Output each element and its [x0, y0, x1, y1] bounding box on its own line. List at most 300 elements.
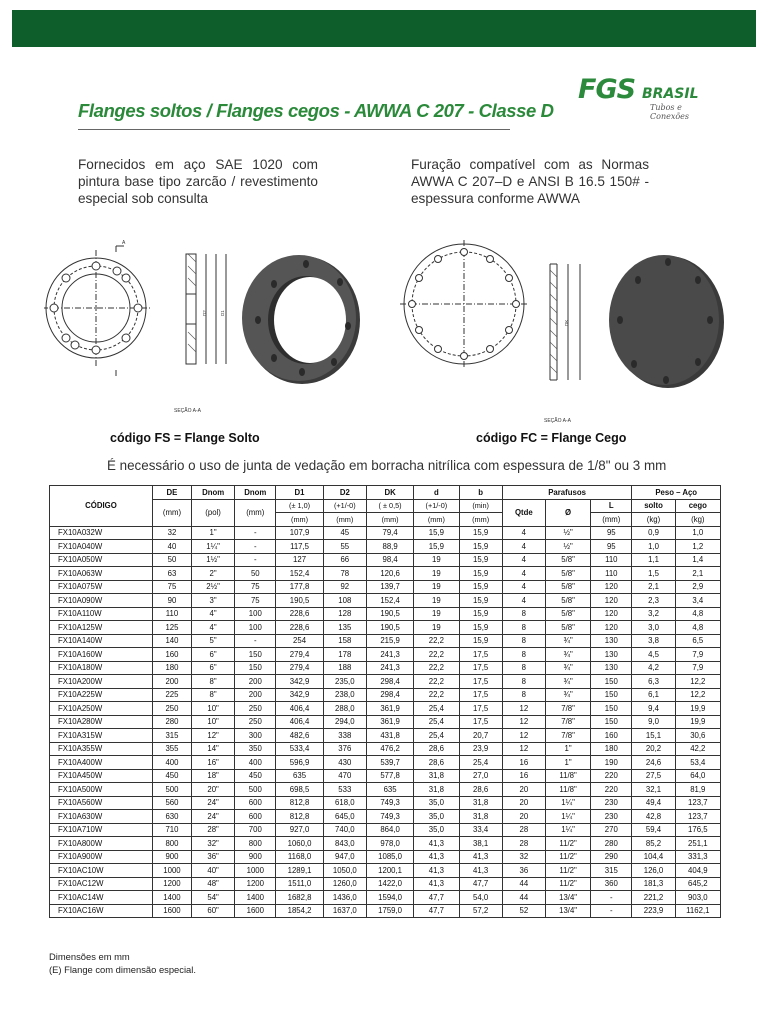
- table-cell: 44: [502, 891, 545, 905]
- table-cell: 10": [192, 715, 235, 729]
- table-cell: 1": [545, 742, 590, 756]
- table-cell: 298,4: [366, 688, 413, 702]
- cell-codigo: FX10A063W: [50, 567, 153, 581]
- table-cell: 740,0: [323, 823, 366, 837]
- table-cell: 60": [192, 904, 235, 918]
- table-cell: 645,2: [675, 877, 720, 891]
- table-cell: 927,0: [276, 823, 323, 837]
- table-cell: 190: [591, 756, 632, 770]
- table-cell: 66: [323, 553, 366, 567]
- table-cell: 8: [502, 607, 545, 621]
- title-divider: [78, 129, 510, 130]
- table-cell: 75: [235, 580, 276, 594]
- table-cell: 22,2: [414, 675, 459, 689]
- table-cell: 220: [591, 783, 632, 797]
- table-cell: 31,8: [414, 769, 459, 783]
- table-cell: 749,3: [366, 810, 413, 824]
- table-cell: 5/8": [545, 580, 590, 594]
- unit-dnom-mm: (mm): [235, 499, 276, 526]
- table-cell: 843,0: [323, 837, 366, 851]
- material-description: Fornecidos em aço SAE 1020 com pintura base tipo zarcão / revestimento especial sob consulta: [78, 157, 318, 206]
- table-cell: 6,1: [632, 688, 675, 702]
- table-cell: 160: [152, 648, 191, 662]
- table-cell: 75: [152, 580, 191, 594]
- header-band: [12, 10, 756, 47]
- table-cell: 560: [152, 796, 191, 810]
- table-cell: 812,8: [276, 796, 323, 810]
- table-cell: 635: [276, 769, 323, 783]
- table-cell: 15,9: [459, 580, 502, 594]
- table-cell: 400: [152, 756, 191, 770]
- table-cell: 42,8: [632, 810, 675, 824]
- table-cell: 280: [152, 715, 191, 729]
- table-cell: 698,5: [276, 783, 323, 797]
- table-cell: 8: [502, 688, 545, 702]
- table-cell: 3,0: [632, 621, 675, 635]
- table-cell: 1594,0: [366, 891, 413, 905]
- table-cell: 45: [323, 526, 366, 540]
- cell-codigo: FX10A180W: [50, 661, 153, 675]
- table-cell: 315: [152, 729, 191, 743]
- table-cell: 1637,0: [323, 904, 366, 918]
- table-cell: 1¼": [545, 796, 590, 810]
- col-solto: solto: [632, 499, 675, 513]
- table-cell: 104,4: [632, 850, 675, 864]
- cell-codigo: FX10A710W: [50, 823, 153, 837]
- table-cell: 25,4: [414, 702, 459, 716]
- table-cell: 32: [152, 526, 191, 540]
- table-cell: 180: [591, 742, 632, 756]
- table-cell: 40": [192, 864, 235, 878]
- table-cell: 128: [323, 607, 366, 621]
- table-cell: 15,1: [632, 729, 675, 743]
- flange-cego-render: [609, 255, 724, 388]
- col-d1: D1: [276, 486, 323, 500]
- table-cell: 150: [235, 648, 276, 662]
- table-cell: 10": [192, 702, 235, 716]
- table-cell: 376: [323, 742, 366, 756]
- table-cell: 22,2: [414, 661, 459, 675]
- table-cell: 270: [591, 823, 632, 837]
- cell-codigo: FX10A560W: [50, 796, 153, 810]
- table-cell: 978,0: [366, 837, 413, 851]
- table-cell: 6": [192, 648, 235, 662]
- table-cell: 5/8": [545, 621, 590, 635]
- table-cell: 150: [591, 675, 632, 689]
- dim-d1-label: D1: [220, 310, 225, 316]
- table-cell: 361,9: [366, 702, 413, 716]
- table-cell: 188: [323, 661, 366, 675]
- unit-d1: (mm): [276, 513, 323, 527]
- col-codigo: CÓDIGO: [50, 486, 153, 527]
- table-cell: 355: [152, 742, 191, 756]
- table-cell: 235,0: [323, 675, 366, 689]
- table-cell: 221,2: [632, 891, 675, 905]
- table-cell: 88,9: [366, 540, 413, 554]
- table-cell: 38,1: [459, 837, 502, 851]
- table-cell: 1085,0: [366, 850, 413, 864]
- table-cell: 23,9: [459, 742, 502, 756]
- table-cell: 92: [323, 580, 366, 594]
- table-cell: 150: [591, 702, 632, 716]
- fs-code-label: código FS = Flange Solto: [110, 431, 260, 445]
- table-cell: 16: [502, 769, 545, 783]
- table-row: [50, 607, 721, 621]
- table-row: [50, 567, 721, 581]
- table-cell: 4: [502, 580, 545, 594]
- table-cell: 1,2: [675, 540, 720, 554]
- table-cell: 903,0: [675, 891, 720, 905]
- table-cell: 41,3: [414, 864, 459, 878]
- table-cell: 4": [192, 607, 235, 621]
- table-cell: 12": [192, 729, 235, 743]
- table-cell: 238,0: [323, 688, 366, 702]
- table-cell: 406,4: [276, 715, 323, 729]
- table-cell: 200: [235, 688, 276, 702]
- cell-codigo: FX10A140W: [50, 634, 153, 648]
- table-cell: 3,8: [632, 634, 675, 648]
- cell-codigo: FX10A630W: [50, 810, 153, 824]
- table-cell: 49,4: [632, 796, 675, 810]
- flange-cego-drawing: [398, 240, 728, 428]
- table-cell: 11/2": [545, 837, 590, 851]
- table-cell: 430: [323, 756, 366, 770]
- table-cell: 290: [591, 850, 632, 864]
- table-cell: 8": [192, 688, 235, 702]
- table-cell: 350: [235, 742, 276, 756]
- table-row: [50, 526, 721, 540]
- table-cell: 1400: [152, 891, 191, 905]
- table-cell: 190,5: [366, 607, 413, 621]
- unit-b: (mm): [459, 513, 502, 527]
- table-row: [50, 675, 721, 689]
- table-row: [50, 715, 721, 729]
- tol-dk: ( ± 0,5): [366, 499, 413, 513]
- table-cell: 17,5: [459, 648, 502, 662]
- cell-codigo: FX10AC12W: [50, 877, 153, 891]
- table-cell: 406,4: [276, 702, 323, 716]
- table-cell: 178: [323, 648, 366, 662]
- table-cell: 618,0: [323, 796, 366, 810]
- table-cell: 630: [152, 810, 191, 824]
- table-cell: 1260,0: [323, 877, 366, 891]
- table-cell: 2": [192, 567, 235, 581]
- table-cell: 75: [235, 594, 276, 608]
- table-cell: 42,2: [675, 742, 720, 756]
- table-cell: 1060,0: [276, 837, 323, 851]
- table-cell: 22,2: [414, 648, 459, 662]
- unit-de: (mm): [152, 499, 191, 526]
- table-cell: 54,0: [459, 891, 502, 905]
- table-cell: 11/8": [545, 769, 590, 783]
- table-cell: 3,2: [632, 607, 675, 621]
- cell-codigo: FX10A032W: [50, 526, 153, 540]
- cell-codigo: FX10A315W: [50, 729, 153, 743]
- fc-code-label: código FC = Flange Cego: [476, 431, 627, 445]
- table-cell: 28,6: [414, 742, 459, 756]
- table-cell: 1854,2: [276, 904, 323, 918]
- table-cell: 180: [152, 661, 191, 675]
- table-cell: 250: [152, 702, 191, 716]
- table-cell: 31,8: [459, 810, 502, 824]
- table-cell: 139,7: [366, 580, 413, 594]
- table-cell: 52: [502, 904, 545, 918]
- company-logo: [578, 74, 718, 121]
- table-cell: 17,5: [459, 688, 502, 702]
- cell-codigo: FX10A075W: [50, 580, 153, 594]
- table-cell: 130: [591, 661, 632, 675]
- table-cell: 19,9: [675, 715, 720, 729]
- table-cell: 30,6: [675, 729, 720, 743]
- table-cell: ¾": [545, 634, 590, 648]
- unit-dk: (mm): [366, 513, 413, 527]
- table-cell: 470: [323, 769, 366, 783]
- table-row: [50, 783, 721, 797]
- table-cell: 900: [235, 850, 276, 864]
- table-row: [50, 540, 721, 554]
- col-diametro: Ø: [545, 499, 590, 526]
- table-cell: 2,3: [632, 594, 675, 608]
- cell-codigo: FX10A400W: [50, 756, 153, 770]
- cell-codigo: FX10AC10W: [50, 864, 153, 878]
- table-row: [50, 769, 721, 783]
- table-cell: -: [235, 526, 276, 540]
- table-cell: 35,0: [414, 810, 459, 824]
- table-cell: 160: [591, 729, 632, 743]
- table-cell: 2,1: [675, 567, 720, 581]
- table-cell: 32,1: [632, 783, 675, 797]
- table-cell: 24": [192, 796, 235, 810]
- table-cell: 15,9: [459, 607, 502, 621]
- table-cell: 2,1: [632, 580, 675, 594]
- col-b: b: [459, 486, 502, 500]
- table-cell: 24": [192, 810, 235, 824]
- table-cell: 152,4: [366, 594, 413, 608]
- table-cell: 279,4: [276, 661, 323, 675]
- logo-subtitle: Tubos e Conexões: [650, 103, 689, 121]
- unit-l: (mm): [591, 513, 632, 527]
- col-qtde: Qtde: [502, 499, 545, 526]
- table-cell: 120: [591, 621, 632, 635]
- unit-cego: (kg): [675, 513, 720, 527]
- table-cell: 342,9: [276, 675, 323, 689]
- table-cell: 15,9: [459, 634, 502, 648]
- table-cell: 0,9: [632, 526, 675, 540]
- table-cell: 1511,0: [276, 877, 323, 891]
- table-cell: 228,6: [276, 621, 323, 635]
- cell-codigo: FX10AC16W: [50, 904, 153, 918]
- cell-codigo: FX10A800W: [50, 837, 153, 851]
- table-cell: 20": [192, 783, 235, 797]
- col-parafusos: Parafusos: [502, 486, 632, 500]
- table-cell: 17,5: [459, 661, 502, 675]
- table-cell: 1682,8: [276, 891, 323, 905]
- unit-d: (mm): [414, 513, 459, 527]
- table-cell: 1½": [192, 553, 235, 567]
- table-row: [50, 553, 721, 567]
- table-cell: 500: [235, 783, 276, 797]
- table-cell: 5/8": [545, 567, 590, 581]
- table-cell: 338: [323, 729, 366, 743]
- table-cell: ¾": [545, 688, 590, 702]
- table-cell: 1436,0: [323, 891, 366, 905]
- table-cell: 31,8: [459, 796, 502, 810]
- table-cell: 12: [502, 729, 545, 743]
- table-cell: 110: [152, 607, 191, 621]
- cell-codigo: FX10A110W: [50, 607, 153, 621]
- table-cell: 900: [152, 850, 191, 864]
- table-cell: 250: [235, 702, 276, 716]
- table-row: [50, 594, 721, 608]
- gasket-note: É necessário o uso de junta de vedação em borracha nitrílica com espessura de 1/8" ou 3 mm: [107, 458, 667, 473]
- table-cell: 6": [192, 661, 235, 675]
- drilling-description: Furação compatível com as Normas AWWA C 207–D e ANSI B 16.5 150# - espessura conforme AWWA: [411, 157, 649, 206]
- table-cell: 241,3: [366, 661, 413, 675]
- table-cell: 31,8: [414, 783, 459, 797]
- table-cell: 54": [192, 891, 235, 905]
- table-cell: 28: [502, 837, 545, 851]
- table-cell: 700: [235, 823, 276, 837]
- fs-section-label: SEÇÃO A-A: [174, 408, 201, 414]
- table-cell: 19: [414, 607, 459, 621]
- table-cell: 250: [235, 715, 276, 729]
- table-cell: 32: [502, 850, 545, 864]
- table-cell: 41,3: [414, 837, 459, 851]
- table-cell: 63: [152, 567, 191, 581]
- table-row: [50, 580, 721, 594]
- table-cell: 600: [235, 796, 276, 810]
- table-body: [50, 526, 721, 918]
- dim-d2-label: D2: [202, 310, 207, 316]
- table-cell: 50: [152, 553, 191, 567]
- table-cell: 6,3: [632, 675, 675, 689]
- specification-table: [49, 485, 721, 918]
- table-cell: 360: [591, 877, 632, 891]
- table-cell: 12: [502, 715, 545, 729]
- table-cell: 127: [276, 553, 323, 567]
- table-cell: 7,9: [675, 648, 720, 662]
- table-cell: 98,4: [366, 553, 413, 567]
- table-cell: 4: [502, 567, 545, 581]
- table-cell: 152,4: [276, 567, 323, 581]
- table-cell: 300: [235, 729, 276, 743]
- table-cell: 19: [414, 567, 459, 581]
- tol-d2: (+1/-0): [323, 499, 366, 513]
- cell-codigo: FX10A125W: [50, 621, 153, 635]
- table-cell: 220: [591, 769, 632, 783]
- table-cell: 1¼": [192, 540, 235, 554]
- table-cell: 1": [192, 526, 235, 540]
- table-cell: 28,6: [459, 783, 502, 797]
- table-cell: 85,2: [632, 837, 675, 851]
- table-cell: 596,9: [276, 756, 323, 770]
- table-cell: ¾": [545, 648, 590, 662]
- flange-solto-render: [242, 255, 360, 384]
- table-cell: 539,7: [366, 756, 413, 770]
- table-cell: 7/8": [545, 715, 590, 729]
- table-cell: 177,8: [276, 580, 323, 594]
- table-cell: 4: [502, 553, 545, 567]
- table-cell: 15,9: [459, 594, 502, 608]
- table-cell: 1¼": [545, 810, 590, 824]
- table-cell: 19,9: [675, 702, 720, 716]
- table-cell: 130: [591, 634, 632, 648]
- table-row: [50, 891, 721, 905]
- table-cell: 57,2: [459, 904, 502, 918]
- col-cego: cego: [675, 499, 720, 513]
- table-cell: 8: [502, 675, 545, 689]
- table-cell: 28": [192, 823, 235, 837]
- table-cell: 1,5: [632, 567, 675, 581]
- col-de: DE: [152, 486, 191, 500]
- table-row: [50, 688, 721, 702]
- table-cell: 228,6: [276, 607, 323, 621]
- cell-codigo: FX10A040W: [50, 540, 153, 554]
- table-cell: 12,2: [675, 675, 720, 689]
- table-cell: 44: [502, 877, 545, 891]
- table-cell: 15,9: [459, 553, 502, 567]
- table-cell: 123,7: [675, 796, 720, 810]
- table-cell: 32": [192, 837, 235, 851]
- table-cell: 4,8: [675, 607, 720, 621]
- table-cell: 110: [591, 553, 632, 567]
- table-cell: 600: [235, 810, 276, 824]
- table-row: [50, 742, 721, 756]
- table-cell: 181,3: [632, 877, 675, 891]
- fc-section-label: SEÇÃO A-A: [544, 418, 571, 424]
- table-cell: 20: [502, 810, 545, 824]
- tol-d1: (± 1,0): [276, 499, 323, 513]
- table-row: [50, 729, 721, 743]
- table-row: [50, 850, 721, 864]
- table-cell: 749,3: [366, 796, 413, 810]
- table-cell: 200: [152, 675, 191, 689]
- cell-codigo: FX10A900W: [50, 850, 153, 864]
- table-cell: 254: [276, 634, 323, 648]
- cell-codigo: FX10A355W: [50, 742, 153, 756]
- table-cell: 79,4: [366, 526, 413, 540]
- table-cell: 90: [152, 594, 191, 608]
- table-cell: 126,0: [632, 864, 675, 878]
- table-row: [50, 837, 721, 851]
- table-cell: 24,6: [632, 756, 675, 770]
- table-cell: 1,0: [632, 540, 675, 554]
- table-row: [50, 796, 721, 810]
- table-cell: 12: [502, 702, 545, 716]
- table-cell: 8: [502, 648, 545, 662]
- table-cell: -: [591, 891, 632, 905]
- table-cell: 6,5: [675, 634, 720, 648]
- table-cell: 4,8: [675, 621, 720, 635]
- table-cell: ¾": [545, 661, 590, 675]
- table-cell: 230: [591, 796, 632, 810]
- table-cell: 533: [323, 783, 366, 797]
- table-row: [50, 904, 721, 918]
- table-cell: 15,9: [459, 621, 502, 635]
- table-cell: 95: [591, 526, 632, 540]
- table-cell: 4,2: [632, 661, 675, 675]
- table-cell: 5": [192, 634, 235, 648]
- table-row: [50, 621, 721, 635]
- table-cell: 20: [502, 796, 545, 810]
- table-cell: 2,9: [675, 580, 720, 594]
- table-cell: 20,7: [459, 729, 502, 743]
- table-cell: 1200: [235, 877, 276, 891]
- table-cell: 1200: [152, 877, 191, 891]
- table-cell: 13/4": [545, 904, 590, 918]
- table-cell: 190,5: [276, 594, 323, 608]
- table-row: [50, 702, 721, 716]
